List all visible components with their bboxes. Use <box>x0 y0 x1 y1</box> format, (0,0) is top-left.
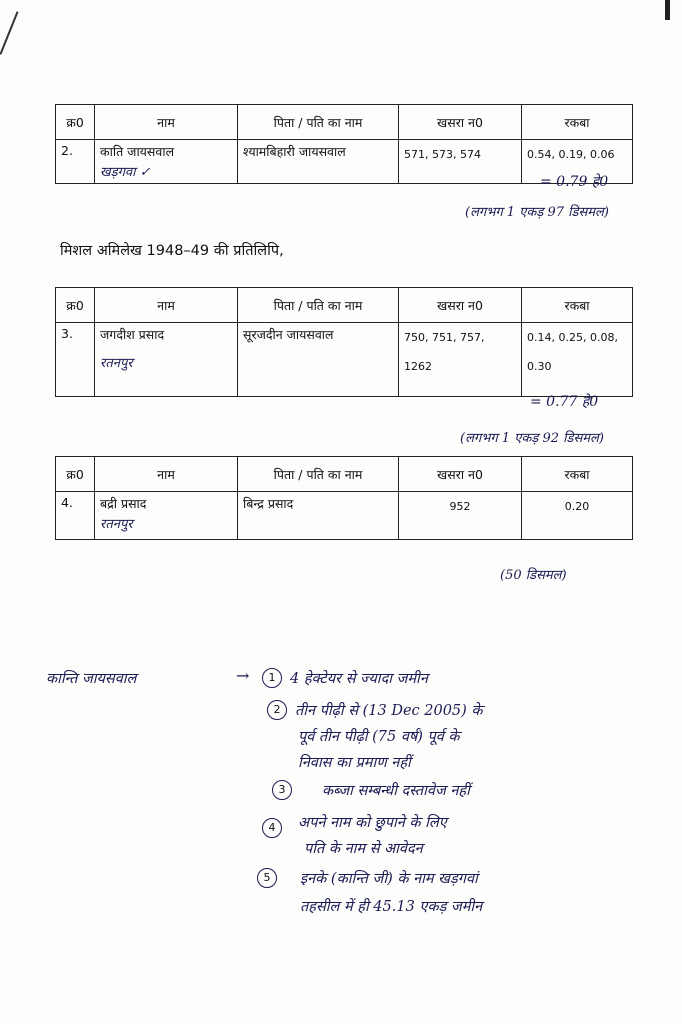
handwritten-place: रतनपुर <box>100 517 133 532</box>
khasra-line-1: 750, 751, 757, <box>404 331 485 344</box>
table-header-row <box>56 105 633 140</box>
cell-sno: 4. <box>56 492 95 540</box>
point-5-line-1: इनके (कान्ति जी) के नाम खड़गवां <box>300 871 478 887</box>
cell-father: सूरजदीन जायसवाल <box>238 323 399 397</box>
cell-name <box>95 140 238 184</box>
table-row <box>56 492 633 540</box>
header-area: रकबा <box>522 457 633 492</box>
handnote-subject: कान्ति जायसवाल <box>46 671 137 687</box>
header-name: नाम <box>95 457 238 492</box>
handwritten-total-1: = 0.79 हे0 <box>540 174 609 190</box>
header-name: नाम <box>95 288 238 323</box>
header-father: पिता / पति का नाम <box>238 105 399 140</box>
handwritten-note-2: (लगभग 1 एकड़ 92 डिसमल) <box>460 431 604 446</box>
cell-sno: 3. <box>56 323 95 397</box>
header-father: पिता / पति का नाम <box>238 457 399 492</box>
cell-khasra <box>399 323 522 397</box>
name-text: जगदीश प्रसाद <box>100 327 165 342</box>
handwritten-place: रतनपुर <box>100 356 133 371</box>
point-1-line-1: 4 हेक्टेयर से ज्यादा जमीन <box>290 671 428 687</box>
cell-area: 0.20 <box>522 492 633 540</box>
header-area: रकबा <box>522 288 633 323</box>
mishal-heading: मिशल अमिलेख 1948–49 की प्रतिलिपि, <box>60 243 284 259</box>
header-area: रकबा <box>522 105 633 140</box>
record-table-3 <box>55 456 633 540</box>
cell-khasra: 952 <box>399 492 522 540</box>
page-edge-mark <box>665 0 670 20</box>
header-sno: क्र0 <box>56 105 95 140</box>
record-table-2 <box>55 287 633 397</box>
handwritten-place: खड़गवा ✓ <box>100 165 151 180</box>
cell-name <box>95 492 238 540</box>
point-number-1: 1 <box>262 668 282 688</box>
name-text: बद्री प्रसाद <box>100 496 147 511</box>
point-number-5: 5 <box>257 868 277 888</box>
table-row <box>56 323 633 397</box>
cell-father: बिन्द्र प्रसाद <box>238 492 399 540</box>
cell-father: श्यामबिहारी जायसवाल <box>238 140 399 184</box>
cell-area: 0.54, 0.19, 0.06 <box>522 140 633 184</box>
header-khasra: खसरा न0 <box>399 457 522 492</box>
header-khasra: खसरा न0 <box>399 105 522 140</box>
point-2-line-1: तीन पीढ़ी से (13 Dec 2005) के <box>295 703 483 719</box>
point-2-line-2: पूर्व तीन पीढ़ी (75 वर्ष) पूर्व के <box>298 729 460 745</box>
point-5-line-2: तहसील में ही 45.13 एकड़ जमीन <box>300 899 483 915</box>
header-khasra: खसरा न0 <box>399 288 522 323</box>
arrow-icon: → <box>236 666 250 685</box>
point-4-line-2: पति के नाम से आवेदन <box>304 841 423 857</box>
point-number-3: 3 <box>272 780 292 800</box>
cell-area <box>522 323 633 397</box>
point-3-line-1: कब्जा सम्बन्धी दस्तावेज नहीं <box>322 783 470 799</box>
page-edge-line <box>0 11 19 54</box>
handwritten-total-2: = 0.77 हे0 <box>530 394 599 410</box>
point-2-line-3: निवास का प्रमाण नहीं <box>298 755 411 771</box>
name-text: काति जायसवाल <box>100 144 175 159</box>
point-4-line-1: अपने नाम को छुपाने के लिए <box>298 815 447 831</box>
table-header-row <box>56 457 633 492</box>
header-father: पिता / पति का नाम <box>238 288 399 323</box>
handwritten-note-1: (लगभग 1 एकड़ 97 डिसमल) <box>465 205 609 220</box>
point-number-4: 4 <box>262 818 282 838</box>
point-number-2: 2 <box>267 700 287 720</box>
cell-name <box>95 323 238 397</box>
cell-sno: 2. <box>56 140 95 184</box>
header-sno: क्र0 <box>56 288 95 323</box>
handwritten-note-3: (50 डिसमल) <box>500 568 567 583</box>
header-sno: क्र0 <box>56 457 95 492</box>
khasra-line-2: 1262 <box>404 360 432 373</box>
area-line-2: 0.30 <box>527 360 552 373</box>
area-line-1: 0.14, 0.25, 0.08, <box>527 331 618 344</box>
header-name: नाम <box>95 105 238 140</box>
cell-khasra: 571, 573, 574 <box>399 140 522 184</box>
table-header-row <box>56 288 633 323</box>
